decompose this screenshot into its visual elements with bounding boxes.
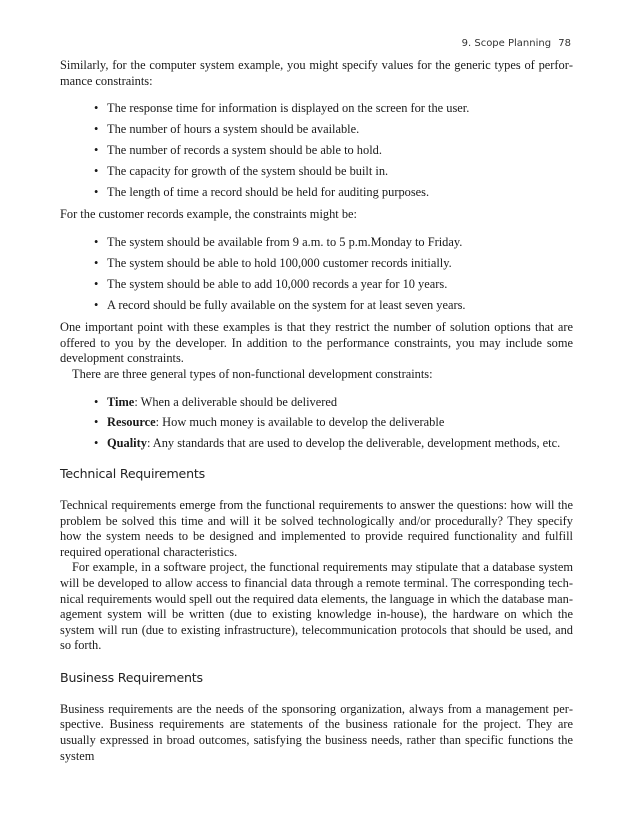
technical-paragraph-1: Technical requirements emerge from the functional requirements to answer the questions: how will the problem be solved this time and will it be solved technologically and/or procedurally? They specify how the system needs to be designed and implemented to provide required functionality and fulfill required operational characteristics.: [60, 497, 573, 559]
list-item: • The response time for information is displayed on the screen for the user.: [94, 101, 470, 116]
bullet-icon: •: [94, 255, 99, 270]
list-item: • A record should be fully available on the system for at least seven years.: [94, 297, 466, 312]
bullet-icon: •: [94, 234, 99, 249]
list-item: • The number of records a system should be able to hold.: [94, 142, 382, 157]
technical-requirements-heading: Technical Requirements: [60, 465, 205, 481]
bullet-icon: •: [94, 101, 99, 116]
header-page-number: 78: [558, 38, 571, 49]
constraint-term: Time: [107, 394, 135, 409]
business-requirements-heading: Business Requirements: [60, 669, 203, 685]
list-item: • The system should be available from 9 a.m. to 5 p.m.Monday to Friday.: [94, 234, 463, 249]
list-item: • The capacity for growth of the system should be built in.: [94, 163, 389, 178]
bullet-icon: •: [94, 297, 99, 312]
list-item: • The length of time a record should be held for auditing purposes.: [94, 184, 430, 199]
important-point-paragraph: One important point with these examples is that they restrict the number of solution options that are offered to you by the developer. In addition to the performance constraints, you may include some development constraints.: [60, 320, 573, 366]
customer-constraints-list: [60, 235, 573, 313]
constraint-types-intro: There are three general types of non-functional development constraints:: [72, 366, 433, 381]
customer-intro-paragraph: For the customer records example, the constraints might be:: [60, 207, 357, 222]
list-item: • The system should be able to add 10,000 records a year for 10 years.: [94, 276, 448, 291]
development-constraints-list: [60, 395, 573, 452]
list-item: • The system should be able to hold 100,000 customer records initially.: [94, 255, 452, 270]
bullet-icon: •: [94, 415, 99, 430]
bullet-icon: •: [94, 276, 99, 291]
bullet-icon: •: [94, 122, 99, 137]
bullet-icon: •: [94, 394, 99, 409]
page-body: [60, 58, 573, 764]
running-header: [462, 38, 571, 49]
technical-paragraph-2: For example, in a software project, the functional requirements may stipulate that a database system will be developed to allow access to financial data through a remote terminal. The corresponding technical requirements would spell out the required data elements, the language in which the database management system will be written (due to existing knowledge in-house), the hardware on which the system will run (due to existing infrastructure), telecommunication protocols that should be used, and so forth.: [60, 560, 573, 653]
intro-paragraph: Similarly, for the computer system example, you might specify values for the generic types of performance constraints:: [60, 58, 573, 88]
bullet-icon: •: [94, 163, 99, 178]
list-item: • Quality: Any standards that are used to develop the deliverable, development methods, etc.: [94, 436, 561, 451]
constraint-term: Quality: [107, 436, 147, 451]
constraint-term: Resource: [107, 415, 156, 430]
list-item: • Time: When a deliverable should be delivered: [94, 394, 338, 409]
list-item: • Resource: How much money is available to develop the deliverable: [94, 415, 445, 430]
bullet-icon: •: [94, 436, 99, 451]
business-paragraph-1: Business requirements are the needs of the sponsoring organization, always from a management perspective. Business requirements are statements of the business rationale for the project. They are usually expressed in broad outcomes, satisfying the business needs, rather than specific functions the system: [60, 701, 573, 763]
bullet-icon: •: [94, 142, 99, 157]
list-item: • The number of hours a system should be available.: [94, 122, 360, 137]
performance-constraints-list: [60, 101, 573, 200]
header-section-title: 9. Scope Planning: [461, 38, 552, 49]
bullet-icon: •: [94, 184, 99, 199]
